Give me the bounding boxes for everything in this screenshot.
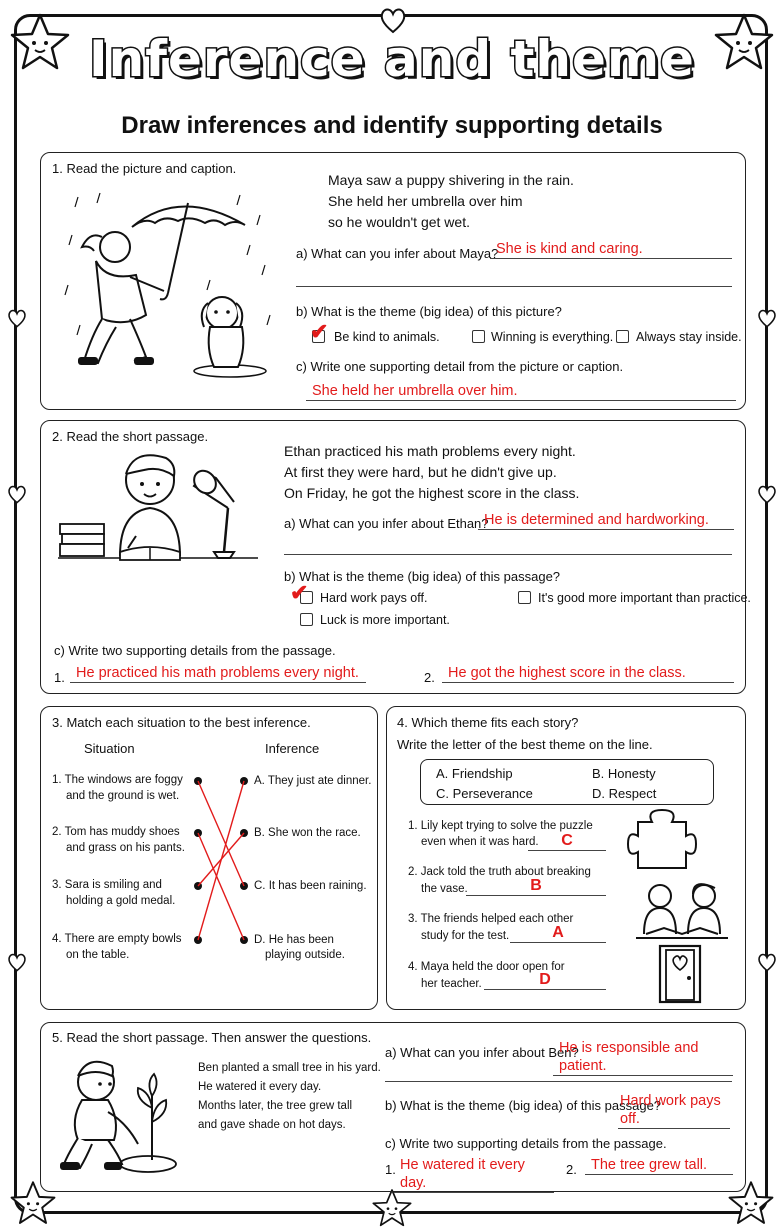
section-1-question-b: b) What is the theme (big idea) of this picture? xyxy=(296,304,562,319)
section-2-option-1-label: Hard work pays off. xyxy=(320,591,428,605)
section-4-story-3-answer[interactable]: A xyxy=(510,924,606,943)
section-3-situation-2-line-1: 2. Tom has muddy shoes xyxy=(52,826,180,838)
section-3-inference-a: A. They just ate dinner. xyxy=(254,775,372,787)
section-1-question-a: a) What can you infer about Maya? xyxy=(296,246,499,261)
match-line-1 xyxy=(198,781,244,886)
section-3-inference-d-line-1: D. He has been xyxy=(254,934,334,946)
section-4-story-4-line-2: her teacher. xyxy=(421,978,482,990)
section-5-passage-line-2: He watered it every day. xyxy=(198,1081,322,1093)
section-2-option-2-label: It's good more important than practice. xyxy=(538,591,751,605)
section-1-caption-line-2: She held her umbrella over him xyxy=(328,193,523,209)
section-4-story-3-line-2: study for the test. xyxy=(421,930,510,942)
door-heart-icon xyxy=(656,944,704,1004)
section-3-situation-3-line-2: holding a gold medal. xyxy=(66,895,176,907)
section-4-story-2-line-2: the vase. xyxy=(421,883,468,895)
section-4-theme-a: A. Friendship xyxy=(436,766,513,781)
section-1-answer-c[interactable]: She held her umbrella over him. xyxy=(306,382,736,401)
section-5-detail-2-number: 2. xyxy=(566,1162,577,1177)
section-5-question-c: c) Write two supporting details from the passage. xyxy=(385,1136,667,1151)
section-5-extra-line xyxy=(385,1081,732,1082)
section-5-answer-b[interactable]: Hard work pays off. xyxy=(618,1092,730,1129)
section-3-situation-2-line-2: and grass on his pants. xyxy=(66,842,185,854)
section-5-passage-line-4: and gave shade on hot days. xyxy=(198,1119,346,1131)
section-4-story-1-answer[interactable]: C xyxy=(528,832,606,851)
section-3-situation-4-line-1: 4. There are empty bowls xyxy=(52,933,182,945)
section-3-situation-1-line-2: and the ground is wet. xyxy=(66,790,180,802)
section-3-column-inference: Inference xyxy=(265,741,320,756)
section-2-passage-line-2: At first they were hard, but he didn't give up. xyxy=(284,464,557,480)
section-3-situation-4-line-2: on the table. xyxy=(66,949,130,961)
section-1-question-c: c) Write one supporting detail from the picture or caption. xyxy=(296,359,624,374)
section-2-question-b: b) What is the theme (big idea) of this passage? xyxy=(284,569,561,584)
section-3-inference-c: C. It has been raining. xyxy=(254,880,367,892)
page-subtitle: Draw inferences and identify supporting details xyxy=(121,112,663,139)
section-5-heading: 5. Read the short passage. Then answer the questions. xyxy=(52,1030,372,1045)
section-3-heading: 3. Match each situation to the best inference. xyxy=(52,715,311,730)
section-1-caption-line-1: Maya saw a puppy shivering in the rain. xyxy=(328,172,574,188)
match-line-4 xyxy=(198,781,244,940)
puzzle-piece-icon xyxy=(628,808,698,872)
section-5-detail-1[interactable]: He watered it every day. xyxy=(394,1156,554,1193)
checkmark-icon: ✔ xyxy=(290,580,309,605)
section-3-situation-3-line-1: 3. Sara is smiling and xyxy=(52,879,162,891)
friends-studying-icon xyxy=(632,880,732,944)
section-4-theme-c: C. Perseverance xyxy=(436,786,533,801)
section-3-inference-b: B. She won the race. xyxy=(254,827,361,839)
section-2-option-3-label: Luck is more important. xyxy=(320,613,450,627)
section-4-theme-b: B. Honesty xyxy=(592,766,656,781)
section-2-answer-a[interactable]: He is determined and hardworking. xyxy=(478,511,734,530)
section-4-story-4-line-1: 4. Maya held the door open for xyxy=(408,961,565,973)
section-4-story-1-line-2: even when it was hard. xyxy=(421,836,539,848)
section-5-passage-line-3: Months later, the tree grew tall xyxy=(198,1100,353,1112)
page-title: Inference and theme xyxy=(89,30,695,88)
section-1-option-3-label: Always stay inside. xyxy=(636,330,742,344)
section-2-question-c: c) Write two supporting details from the passage. xyxy=(54,643,336,658)
section-3-situation-1-line-1: 1. The windows are foggy xyxy=(52,774,183,786)
match-line-2 xyxy=(198,833,244,940)
section-2-heading: 2. Read the short passage. xyxy=(52,429,209,444)
section-2-passage-line-1: Ethan practiced his math problems every night. xyxy=(284,443,576,459)
section-4-theme-d: D. Respect xyxy=(592,786,657,801)
section-4-story-1-line-1: 1. Lily kept trying to solve the puzzle xyxy=(408,820,593,832)
section-4-story-2-line-1: 2. Jack told the truth about breaking xyxy=(408,866,591,878)
boy-planting-tree-illustration xyxy=(52,1052,192,1176)
checkmark-icon: ✔ xyxy=(310,319,329,344)
section-5-detail-1-number: 1. xyxy=(385,1162,396,1177)
section-4-story-2-answer[interactable]: B xyxy=(466,877,606,896)
section-1-option-2-label: Winning is everything. xyxy=(491,330,614,344)
section-1-caption-line-3: so he wouldn't get wet. xyxy=(328,214,470,230)
section-4-story-4-answer[interactable]: D xyxy=(484,971,606,990)
section-5-answer-a[interactable]: He is responsible and patient. xyxy=(553,1039,733,1076)
section-2-detail-2-number: 2. xyxy=(424,670,435,685)
section-3-column-situation: Situation xyxy=(84,741,135,756)
section-5-detail-2[interactable]: The tree grew tall. xyxy=(585,1156,733,1175)
section-1-answer-a[interactable]: She is kind and caring. xyxy=(490,240,732,259)
section-3-inference-d-line-2: playing outside. xyxy=(265,949,345,961)
section-4-instruction: Write the letter of the best theme on the line. xyxy=(397,737,653,752)
section-2-detail-2[interactable]: He got the highest score in the class. xyxy=(442,664,734,683)
section-1-heading: 1. Read the picture and caption. xyxy=(52,161,237,176)
section-2-detail-1-number: 1. xyxy=(54,670,65,685)
section-2-detail-1[interactable]: He practiced his math problems every night. xyxy=(70,664,366,683)
section-5-question-a: a) What can you infer about Ben? xyxy=(385,1045,579,1060)
section-2-passage-line-3: On Friday, he got the highest score in the class. xyxy=(284,485,580,501)
section-4-story-3-line-1: 3. The friends helped each other xyxy=(408,913,574,925)
section-2-question-a: a) What can you infer about Ethan? xyxy=(284,516,489,531)
section-4-heading: 4. Which theme fits each story? xyxy=(397,715,579,730)
section-5-question-b: b) What is the theme (big idea) of this passage? xyxy=(385,1098,662,1113)
section-5-passage-line-1: Ben planted a small tree in his yard. xyxy=(198,1062,381,1074)
section-1-option-1-label: Be kind to animals. xyxy=(334,330,440,344)
